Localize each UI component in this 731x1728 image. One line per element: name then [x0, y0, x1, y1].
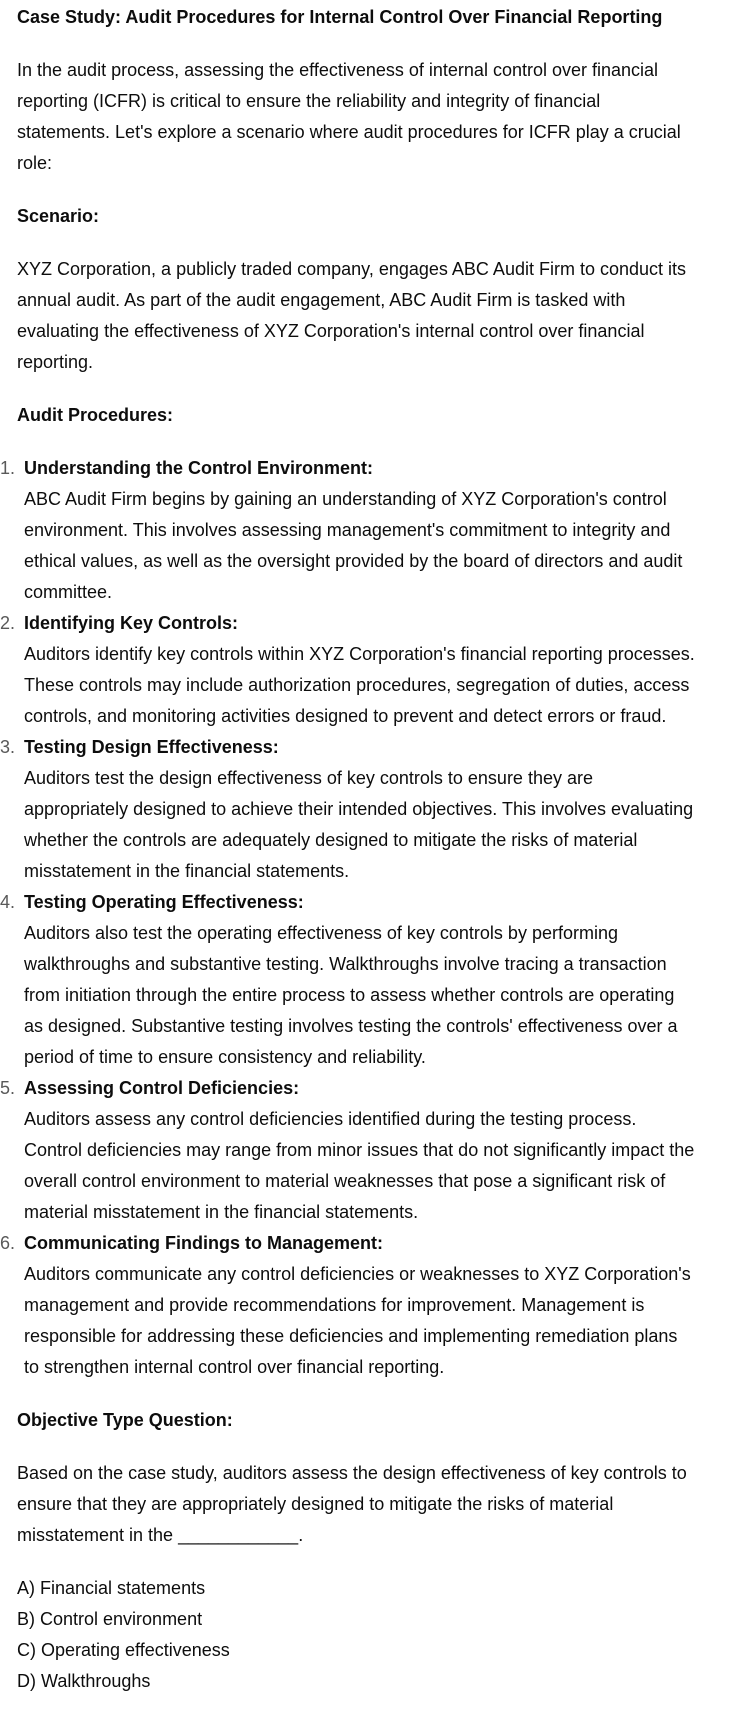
step-body: ABC Audit Firm begins by gaining an understanding of XYZ Corporation's control environment. This involves assessing management's commitment to integrity and ethical values, as well as the oversight provided by the board of directors and audit committee.: [24, 489, 683, 602]
procedure-step: [0, 1228, 697, 1383]
answer-option: B) Control environment: [17, 1609, 203, 1629]
procedures-heading: Audit Procedures:: [17, 405, 174, 425]
step-number: 4.: [0, 892, 16, 912]
procedure-step: [0, 1073, 697, 1228]
step-title: Communicating Findings to Management:: [24, 1233, 383, 1253]
question-text: Based on the case study, auditors assess the design effectiveness of key controls to ensure that they are appropriately designed to mitigate the risks of material misstatement in the ____________.: [17, 1463, 687, 1545]
step-body: Auditors also test the operating effectiveness of key controls by performing walkthroughs and substantive testing. Walkthroughs involve tracing a transaction from initiation through the entire process to assess whether controls are operating as designed. Substantive testing involves testing the controls' effectiveness over a period of time to ensure consistency and reliability.: [24, 923, 678, 1067]
document-title: Case Study: Audit Procedures for Internal Control Over Financial Reporting: [17, 7, 663, 27]
procedure-step: [0, 732, 697, 887]
answer-option: A) Financial statements: [17, 1578, 206, 1598]
step-number: 3.: [0, 737, 16, 757]
procedure-step: [0, 608, 697, 732]
step-body: Auditors communicate any control deficiencies or weaknesses to XYZ Corporation's management and provide recommendations for improvement. Management is responsible for addressing these deficiencies and implementing remediation plans to strengthen internal control over financial reporting.: [24, 1264, 691, 1377]
answer-option: C) Operating effectiveness: [17, 1640, 230, 1660]
intro-paragraph: In the audit process, assessing the effectiveness of internal control over financial reporting (ICFR) is critical to ensure the reliability and integrity of financial statements. Let's explore a scenario where audit procedures for ICFR play a crucial role:: [17, 60, 681, 173]
question-heading: Objective Type Question:: [17, 1410, 233, 1430]
answer-options: [17, 1573, 697, 1697]
scenario-heading: Scenario:: [17, 206, 100, 226]
scenario-paragraph: XYZ Corporation, a publicly traded company, engages ABC Audit Firm to conduct its annual audit. As part of the audit engagement, ABC Audit Firm is tasked with evaluating the effectiveness of XYZ Corporation's internal control over financial reporting.: [17, 259, 687, 372]
step-title: Testing Operating Effectiveness:: [24, 892, 304, 912]
step-title: Identifying Key Controls:: [24, 613, 239, 633]
step-title: Testing Design Effectiveness:: [24, 737, 279, 757]
step-body: Auditors identify key controls within XYZ Corporation's financial reporting processes. These controls may include authorization procedures, segregation of duties, access controls, and monitoring activities designed to prevent and detect errors or fraud.: [24, 644, 695, 726]
step-number: 5.: [0, 1078, 16, 1098]
step-title: Understanding the Control Environment:: [24, 458, 373, 478]
step-number: 1.: [0, 458, 16, 478]
procedures-list: [0, 453, 697, 1383]
step-body: Auditors test the design effectiveness of key controls to ensure they are appropriately designed to achieve their intended objectives. This involves evaluating whether the controls are adequately designed to mitigate the risks of material misstatement in the financial statements.: [24, 768, 694, 881]
answer-option: D) Walkthroughs: [17, 1671, 151, 1691]
procedure-step: [0, 887, 697, 1073]
step-title: Assessing Control Deficiencies:: [24, 1078, 300, 1098]
step-number: 6.: [0, 1233, 16, 1253]
step-body: Auditors assess any control deficiencies identified during the testing process. Control deficiencies may range from minor issues that do not significantly impact the overall control environment to material weaknesses that pose a significant risk of material misstatement in the financial statements.: [24, 1109, 695, 1222]
step-number: 2.: [0, 613, 16, 633]
procedure-step: [0, 453, 697, 608]
